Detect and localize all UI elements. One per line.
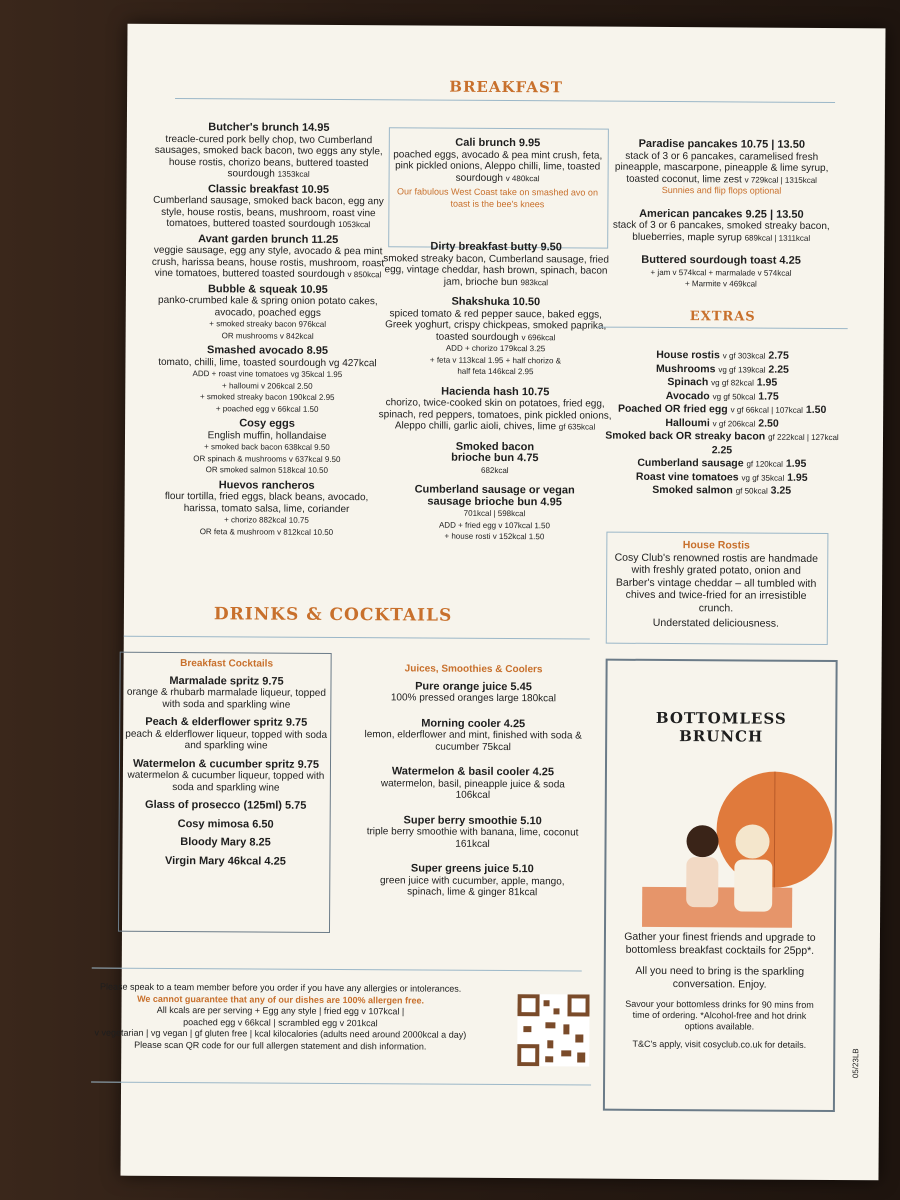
item-kcal: 983kcal xyxy=(520,277,549,287)
item-desc xyxy=(147,356,387,369)
extras-meta: v gf 66kcal | 107kcal xyxy=(730,405,804,415)
juices-list xyxy=(362,663,584,913)
item-modifier: half feta 146kcal 2.95 xyxy=(457,366,534,377)
menu-item xyxy=(148,283,388,342)
extras-price: 1.95 xyxy=(785,457,807,470)
extras-meta: vg gf 50kcal xyxy=(712,391,756,402)
item-modifier: + poached egg v 66kcal 1.50 xyxy=(215,403,319,414)
rostis-title: House Rostis xyxy=(682,539,750,552)
menu-item xyxy=(149,122,389,181)
extras-price: 1.75 xyxy=(758,390,779,403)
item-kcal: v 729kcal | 1315kcal xyxy=(744,174,817,185)
item-name: Avant garden brunch 11.25 xyxy=(198,232,339,246)
item-name-2: brioche bun 4.75 xyxy=(451,451,539,465)
item-modifier: OR mushrooms v 842kcal xyxy=(221,330,314,341)
juice-desc: lemon, elderflower and mint, finished with soda & cucumber 75kcal xyxy=(364,729,582,753)
extras-meta: vg gf 139kcal xyxy=(718,364,766,375)
bottomless-p4: T&C's apply, visit cosyclub.co.uk for details. xyxy=(632,1038,807,1050)
juice-name: Super greens juice 5.10 xyxy=(410,862,534,876)
extras-price: 2.25 xyxy=(768,363,789,376)
qr-icon xyxy=(517,994,589,1066)
juices-title: Juices, Smoothies & Coolers xyxy=(404,663,543,676)
extras-price: 1.95 xyxy=(756,376,778,389)
divider xyxy=(598,327,848,330)
item-name: Cosy eggs xyxy=(239,417,295,430)
item-modifier: + smoked back bacon 638kcal 9.50 xyxy=(204,442,330,452)
extras-price: 2.25 xyxy=(711,443,733,456)
item-name: Dirty breakfast butty 9.50 xyxy=(430,240,562,254)
item-name: American pancakes 9.25 | 13.50 xyxy=(639,207,804,221)
cocktails-title: Breakfast Cocktails xyxy=(180,658,274,670)
menu-code: 05/23LB xyxy=(851,1048,861,1079)
item-kcal: 689kcal | 1311kcal xyxy=(744,232,811,243)
item-desc xyxy=(375,397,615,433)
extras-price: 1.50 xyxy=(805,403,827,416)
extras-name: Halloumi xyxy=(665,416,710,429)
juice-name: Pure orange juice 5.45 xyxy=(415,679,532,693)
juice-desc: watermelon, basil, pineapple juice & soda 106kcal xyxy=(380,777,565,801)
item-desc xyxy=(148,195,388,231)
extras-price: 3.25 xyxy=(770,484,792,497)
item-name: Hacienda hash 10.75 xyxy=(441,385,550,398)
cali-name: Cali brunch 9.95 xyxy=(455,136,541,150)
juice-desc: triple berry smoothie with banana, lime, coconut 161kcal xyxy=(366,826,579,850)
item-modifier: + chorizo 882kcal 10.75 xyxy=(224,515,309,525)
extras-name: Roast vine tomatoes xyxy=(635,470,739,483)
item-name: Classic breakfast 10.95 xyxy=(207,182,330,196)
item-kcal: 1053kcal xyxy=(338,219,371,230)
juice-name: Super berry smoothie 5.10 xyxy=(403,813,542,827)
menu-item xyxy=(608,255,834,291)
item-name: Shakshuka 10.50 xyxy=(451,295,541,309)
bottomless-title-2: BRUNCH xyxy=(679,727,764,746)
item-name: Cumberland sausage or vegan xyxy=(414,483,575,497)
item-name: Butcher's brunch 14.95 xyxy=(208,121,330,134)
cocktail-name: Marmalade spritz 9.75 xyxy=(169,674,284,688)
juice-item xyxy=(363,681,583,705)
cocktail-name: Bloody Mary 8.25 xyxy=(180,836,271,849)
extras-meta: v gf 206kcal xyxy=(712,418,756,429)
menu-item xyxy=(146,479,386,538)
item-desc-text: treacle-cured pork belly chop, two Cumberland sausages, smoked back bacon, two eggs any style, house rostis, chorizo beans, buttered toasted sourdough xyxy=(154,133,383,180)
item-modifier: + halloumi v 206kcal 2.50 xyxy=(222,380,313,391)
item-name: Smashed avocado 8.95 xyxy=(206,344,329,357)
extras-price: 2.75 xyxy=(768,349,789,362)
cocktail-item xyxy=(123,800,329,813)
item-desc-text: English muffin, hollandaise xyxy=(207,429,327,442)
item-desc xyxy=(148,245,388,281)
extras-meta: v gf 303kcal xyxy=(722,351,766,361)
item-desc xyxy=(608,220,834,244)
extras-name: Smoked back OR streaky bacon xyxy=(605,429,766,443)
cali-desc: poached eggs, avocado & pea mint crush, feta, pink pickled onions, Aleppo chilli, lime, toasted sourdough v 480kcal xyxy=(393,148,603,184)
menu-item xyxy=(376,241,616,288)
breakfast-col-1 xyxy=(146,122,389,542)
menu-item xyxy=(375,386,615,433)
item-kcal: 682kcal xyxy=(480,465,509,475)
item-desc xyxy=(376,253,616,289)
item-desc-text: panko-crumbed kale & spring onion potato cakes, avocado, poached eggs xyxy=(158,294,378,319)
juice-name: Watermelon & basil cooler 4.25 xyxy=(391,765,555,779)
item-desc xyxy=(149,133,389,180)
juice-item xyxy=(362,863,582,899)
item-modifier: + feta v 113kcal 1.95 + half chorizo & xyxy=(429,355,562,365)
bottomless-title-1: BOTTOMLESS xyxy=(655,708,787,728)
item-modifier: + smoked streaky bacon 976kcal xyxy=(209,319,327,329)
extras-item xyxy=(597,403,847,418)
rostis-tag: Understated deliciousness. xyxy=(652,616,779,630)
item-desc xyxy=(147,491,387,515)
item-desc xyxy=(609,150,835,186)
juice-item xyxy=(363,766,583,802)
rostis-box xyxy=(614,539,819,631)
divider xyxy=(91,1081,591,1085)
cocktail-item xyxy=(123,758,329,794)
item-kcal: gf 635kcal xyxy=(558,422,596,432)
juice-desc: green juice with cucumber, apple, mango, spinach, lime & ginger 81kcal xyxy=(379,874,565,899)
item-kcal: v 696kcal xyxy=(521,332,556,342)
drinks-title: DRINKS & COCKTAILS xyxy=(213,604,453,626)
extras-name: Mushrooms xyxy=(655,362,716,375)
extras-meta: vg gf 35kcal xyxy=(741,472,785,483)
item-name: Buttered sourdough toast 4.25 xyxy=(641,253,801,267)
extras-name: Poached OR fried egg xyxy=(617,402,728,416)
item-modifier: OR spinach & mushrooms v 637kcal 9.50 xyxy=(193,453,341,464)
item-note: Sunnies and flip flops optional xyxy=(661,184,782,196)
divider xyxy=(124,636,590,640)
breakfast-title: BREAKFAST xyxy=(449,77,564,97)
footer-line-6: Please scan QR code for our full allergen statement and dish information. xyxy=(134,1039,427,1052)
extras-title: EXTRAS xyxy=(689,309,756,325)
footer-line-3: All kcals are per serving + Egg any style | fried egg v 107kcal | xyxy=(156,1004,405,1017)
allergen-footer xyxy=(75,981,485,1053)
menu-sheet xyxy=(94,24,885,1181)
item-desc-text: veggie sausage, egg any style, avocado & pea mint crush, harissa beans, house rostis, mushroom, roast vine tomatoes, buttered toasted sourdough xyxy=(151,244,385,281)
juice-item xyxy=(363,718,583,754)
cocktail-item xyxy=(123,675,329,711)
bottomless-p2: All you need to bring is the sparkling conversation. Enjoy. xyxy=(635,964,805,991)
extras-name: Smoked salmon xyxy=(652,483,733,497)
cocktail-name: Cosy mimosa 6.50 xyxy=(177,817,274,831)
cali-note: Our fabulous West Coast take on smashed avo on toast is the bee's knees xyxy=(396,186,599,209)
cocktail-name: Watermelon & cucumber spritz 9.75 xyxy=(132,757,320,771)
item-desc xyxy=(376,308,616,344)
breakfast-col-3 xyxy=(608,139,835,303)
item-name: Bubble & squeak 10.95 xyxy=(207,282,328,296)
item-desc-text: chorizo, twice-cooked skin on potatoes, fried egg, spinach, red peppers, tomatoes, pink pickled onions, Aleppo chilli, garlic aioli, chives, lime xyxy=(378,397,612,433)
extras-name: Spinach xyxy=(667,376,709,389)
item-name-2: sausage brioche bun 4.95 xyxy=(427,495,562,508)
menu-item xyxy=(147,418,387,477)
item-modifier: OR smoked salmon 518kcal 10.50 xyxy=(205,465,328,475)
menu-item xyxy=(375,441,615,477)
item-desc-text: tomato, chilli, lime, toasted sourdough vg 427kcal xyxy=(158,356,377,369)
qr-code[interactable] xyxy=(517,994,589,1066)
cocktail-desc: watermelon & cucumber liqueur, topped with soda and sparkling wine xyxy=(127,769,325,794)
bottomless-body xyxy=(621,931,818,1052)
extras-price: 1.95 xyxy=(787,471,808,484)
item-desc-text: stack of 3 or 6 pancakes, smoked streaky bacon, blueberries, maple syrup xyxy=(612,219,830,243)
menu-item xyxy=(148,233,388,280)
juice-item xyxy=(362,815,582,851)
item-modifier: ADD + chorizo 179kcal 3.25 xyxy=(445,343,546,354)
juice-name: Morning cooler 4.25 xyxy=(421,717,526,730)
cali-brunch xyxy=(390,137,604,210)
footer-line-4: poached egg v 66kcal | scrambled egg v 201kcal xyxy=(183,1016,378,1028)
cocktail-item xyxy=(123,818,329,831)
menu-item xyxy=(374,484,614,543)
cocktail-name: Glass of prosecco (125ml) 5.75 xyxy=(144,798,307,812)
item-desc-text: stack of 3 or 6 pancakes, caramelised fresh pineapple, mascarpone, pineapple & lime syrup, toasted coconut, lime zest xyxy=(614,150,829,185)
item-desc-text: flour tortilla, fried eggs, black beans, avocado, harissa, tomato salsa, lime, coriander xyxy=(164,490,369,515)
cocktail-desc: orange & rhubarb marmalade liqueur, topped with soda and sparkling wine xyxy=(126,686,326,711)
item-desc-text: spiced tomato & red pepper sauce, baked eggs, Greek yoghurt, crispy chickpeas, smoked paprika, toasted sourdough xyxy=(385,307,607,343)
rostis-text: Cosy Club's renowned rostis are handmade with freshly grated potato, onion and Barber's vintage cheddar – all tumbled with chives and twice-fried for an irresistible crunch. xyxy=(614,551,818,614)
item-kcal: v 850kcal xyxy=(347,270,382,280)
illustration-friends xyxy=(632,769,833,930)
bottomless-p3: Savour your bottomless drinks for 90 mins from time of ordering. *Alcohol-free and hot drink options available. xyxy=(625,998,814,1032)
item-name: Smoked bacon xyxy=(455,440,535,453)
extras-name: Cumberland sausage xyxy=(637,456,744,470)
item-modifier: + smoked streaky bacon 190kcal 2.95 xyxy=(199,392,335,402)
item-desc xyxy=(148,295,388,319)
item-desc-text: smoked streaky bacon, Cumberland sausage, fried egg, vintage cheddar, hash brown, spinach, bacon jam, brioche bun xyxy=(383,252,609,288)
extras-list xyxy=(597,349,848,499)
item-desc xyxy=(375,464,615,477)
menu-item xyxy=(147,345,387,415)
extras-item xyxy=(597,430,847,459)
extras-price: 2.50 xyxy=(758,417,779,430)
footer-line-5: v vegetarian | vg vegan | gf gluten free | kcal kilocalories (adults need around 2000kcal a day) xyxy=(94,1027,467,1040)
extras-meta: gf 120kcal xyxy=(746,459,783,469)
extras-name: Avocado xyxy=(665,389,710,402)
cocktails-list xyxy=(122,658,329,875)
cocktail-desc: peach & elderflower liqueur, topped with soda and sparkling wine xyxy=(125,728,328,752)
extras-meta: gf 222kcal | 127kcal xyxy=(768,432,839,443)
extras-meta: vg gf 82kcal xyxy=(711,378,754,388)
item-desc-text: Cumberland sausage, smoked back bacon, egg any style, house rostis, beans, mushroom, roast vine tomatoes, buttered toasted sourdough xyxy=(153,194,384,230)
cocktail-name: Peach & elderflower spritz 9.75 xyxy=(145,715,308,729)
item-modifier: + Marmite v 469kcal xyxy=(685,279,757,289)
item-modifier: + house rosti v 152kcal 1.50 xyxy=(444,531,545,542)
friend-2 xyxy=(735,824,769,858)
extras-item xyxy=(597,484,847,499)
footer-line-2: We cannot guarantee that any of our dishes are 100% allergen free. xyxy=(137,993,425,1006)
item-modifier: OR feta & mushroom v 812kcal 10.50 xyxy=(199,526,334,537)
breakfast-col-2 xyxy=(374,241,616,552)
menu-item xyxy=(375,296,615,378)
cocktail-item xyxy=(122,855,328,868)
item-name: Huevos rancheros xyxy=(218,478,315,492)
bottomless-p1: Gather your finest friends and upgrade to bottomless breakfast cocktails for 25pp*. xyxy=(624,930,816,957)
juice-desc: 100% pressed oranges large 180kcal xyxy=(390,692,556,705)
item-modifier: 701kcal | 598kcal xyxy=(463,508,526,519)
cocktail-item xyxy=(123,717,329,753)
footer-line-1: Please speak to a team member before you order if you have any allergies or intolerances. xyxy=(100,981,462,994)
bottomless-title xyxy=(607,709,835,746)
divider xyxy=(92,967,582,971)
menu-item xyxy=(608,208,834,244)
divider xyxy=(175,98,835,103)
item-name: Paradise pancakes 10.75 | 13.50 xyxy=(638,137,806,151)
item-modifier: ADD + fried egg v 107kcal 1.50 xyxy=(438,520,550,530)
menu-item xyxy=(608,139,834,198)
item-modifier: + jam v 574kcal + marmalade v 574kcal xyxy=(650,267,792,278)
friend-1 xyxy=(686,825,718,857)
item-modifier: ADD + roast vine tomatoes vg 35kcal 1.95 xyxy=(192,369,343,380)
item-kcal: 1353kcal xyxy=(277,169,310,179)
extras-meta: gf 50kcal xyxy=(735,486,768,496)
menu-item xyxy=(148,183,388,230)
extras-name: House rostis xyxy=(656,348,720,362)
cocktail-name: Virgin Mary 46kcal 4.25 xyxy=(164,854,286,868)
cocktail-item xyxy=(122,837,328,850)
